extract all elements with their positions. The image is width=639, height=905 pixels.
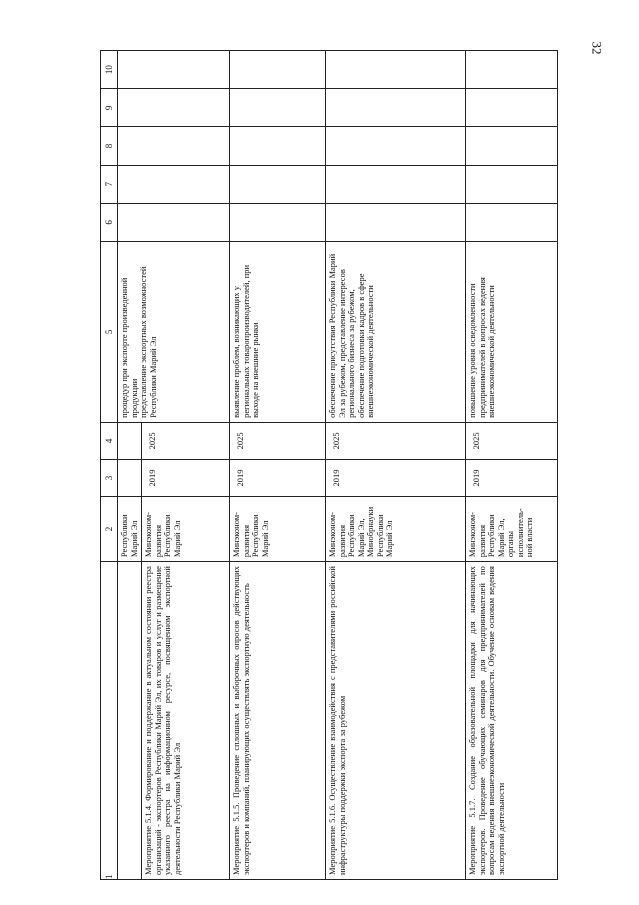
activity-executor: Минэконом-развития Республики Марий Эл xyxy=(142,496,230,561)
col8-cell xyxy=(230,127,326,165)
col-header-4: 4 xyxy=(101,422,118,459)
rotated-table-page xyxy=(100,50,558,880)
cont-col7 xyxy=(118,165,230,203)
col7-cell xyxy=(326,165,466,203)
activity-start: 2019 xyxy=(466,459,558,496)
col-header-7: 7 xyxy=(101,165,118,203)
table-row xyxy=(326,51,466,880)
cont-start-cell xyxy=(118,459,142,496)
cont-col10 xyxy=(118,51,230,89)
col7-cell xyxy=(466,165,558,203)
col-header-3: 3 xyxy=(101,459,118,496)
col10-cell xyxy=(230,51,326,89)
cont-col6 xyxy=(118,203,230,241)
cont-executor-cell: Республики Марий Эл xyxy=(118,496,142,561)
activity-result: выявление проблем, возникающих у региональных товаропроизводителей, при выходе на внешние рынки xyxy=(230,242,326,423)
cont-end-cell xyxy=(118,422,142,459)
col10-cell xyxy=(326,51,466,89)
cont-name-cell xyxy=(118,562,142,880)
activity-executor: Минэконом-развития Республики Марий Эл, Минобрнауки Республики Марий Эл xyxy=(326,496,466,561)
col-header-2: 2 xyxy=(101,496,118,561)
activity-name: Мероприятие 5.1.5. Проведение сплошных и выборочных опросов действующих экспортеров и компаний, планирующих осуществлять экспортную деятельность xyxy=(230,562,326,880)
activity-name: Мероприятие 5.1.6. Осуществление взаимодействия с представителями российской инфраструктуры поддержки экспорта за рубежом xyxy=(326,562,466,880)
col8-cell xyxy=(466,127,558,165)
col-header-1: 1 xyxy=(101,562,118,880)
activity-end: 2025 xyxy=(230,422,326,459)
activity-result: повышение уровня осведомленности предпринимателей в вопросах ведения внешнеэкономической деятельности xyxy=(466,242,558,423)
activity-name: Мероприятие 5.1.4. Формирование и поддержание в актуальном состоянии реестра организаций - экспортеров Республики Марий Эл, их товаров и услуг и размещение указанного реестра на информационном ресурсе, посвященном экспортной деятельности Республики Марий Эл xyxy=(142,562,230,880)
activity-start: 2019 xyxy=(230,459,326,496)
activity-end: 2025 xyxy=(142,422,230,459)
cont-col8 xyxy=(118,127,230,165)
col7-cell xyxy=(230,165,326,203)
col9-cell xyxy=(466,89,558,127)
col10-cell xyxy=(466,51,558,89)
activity-start: 2019 xyxy=(142,459,230,496)
col8-cell xyxy=(326,127,466,165)
col-header-8: 8 xyxy=(101,127,118,165)
cont-result-cell: процедур при экспорте произведенной продукции представление экспортных возможностей Республики Марий Эл xyxy=(118,242,230,423)
activities-table xyxy=(100,50,558,880)
table-row xyxy=(230,51,326,880)
activity-start: 2019 xyxy=(326,459,466,496)
col6-cell xyxy=(466,203,558,241)
activity-end: 2025 xyxy=(326,422,466,459)
col-header-10: 10 xyxy=(101,51,118,89)
col6-cell xyxy=(326,203,466,241)
activity-name: Мероприятие 5.1.7. Создание образовательной площадки для начинающих экспортеров. Проведение обучающих семинаров для предпринимателей по вопросам ведения внешнеэкономической деятельности. Обучение основам ведения экспортной деятельности xyxy=(466,562,558,880)
col-header-5: 5 xyxy=(101,242,118,423)
continuation-row xyxy=(118,51,142,880)
col9-cell xyxy=(230,89,326,127)
cont-col9 xyxy=(118,89,230,127)
col-header-9: 9 xyxy=(101,89,118,127)
col9-cell xyxy=(326,89,466,127)
col6-cell xyxy=(230,203,326,241)
column-number-header xyxy=(101,51,118,880)
activity-end: 2025 xyxy=(466,422,558,459)
activity-executor: Минэконом-развития Республики Марий Эл xyxy=(230,496,326,561)
page-number: 32 xyxy=(589,41,605,55)
table-row xyxy=(466,51,558,880)
activity-result: обеспечение присутствия Республики Марий Эл за рубежом, представление интересов регионального бизнеса за рубежом, обеспечение подготовки кадров в сфере внешнеэкономической деятельности xyxy=(326,242,466,423)
activity-executor: Минэконом-развития Республики Марий Эл, органы исполнитель-ной власти xyxy=(466,496,558,561)
col-header-6: 6 xyxy=(101,203,118,241)
